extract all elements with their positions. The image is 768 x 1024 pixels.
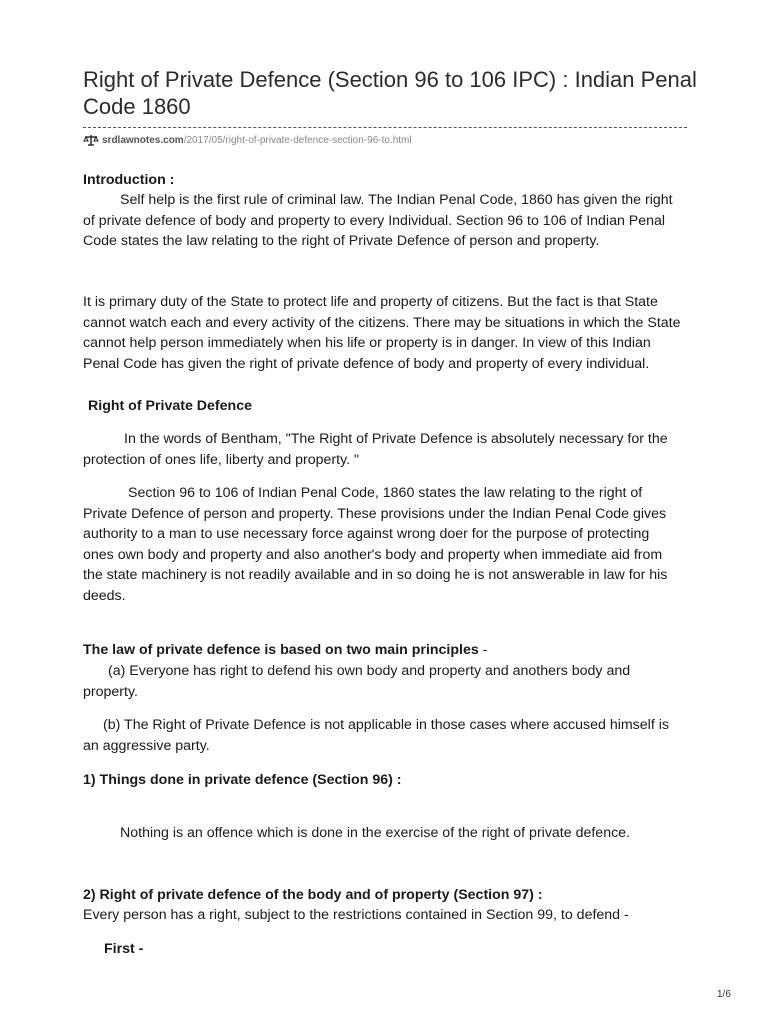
principle-b: (b) The Right of Private Defence is not applicable in those cases where accused himself is an aggressive party. — [83, 717, 669, 754]
source-url[interactable] — [83, 134, 412, 146]
intro-paragraph-2: It is primary duty of the State to protect life and property of citizens. But the fact is that State cannot watch each and every activity of the citizens. There may be situations in which the State cannot help person immediately when his life or property is in danger. In view of this Indian Penal Code has given the right of private defence of body and property of every individual. — [83, 294, 681, 372]
page-number: 1/6 — [717, 989, 731, 1000]
principles-heading: The law of private defence is based on two main principles — [83, 642, 479, 658]
intro-paragraph-1: Self help is the first rule of criminal law. The Indian Penal Code, 1860 has given the right of private defence of body and property to every Individual. Section 96 to 106 of Indian Penal Code states the law relating to the right of Private Defence of person and property. — [83, 192, 673, 250]
source-path: /2017/05/right-of-private-defence-section-96-to.html — [183, 134, 412, 146]
rpd-heading: Right of Private Defence — [88, 398, 252, 414]
sections-paragraph: Section 96 to 106 of Indian Penal Code, 1860 states the law relating to the right of Private Defence of person and property. These provisions under the Indian Penal Code gives authority to a man to use necessary force against wrong doer for the purpose of protecting ones own body and property and also another's body and property when immediate aid from the state machinery is not readily available and in so doing he is not answerable in law for his deeds. — [83, 485, 668, 604]
scales-logo-icon — [83, 134, 99, 146]
section-97-heading: 2) Right of private defence of the body and of property (Section 97) : — [83, 887, 543, 903]
section-96-text: Nothing is an offence which is done in the exercise of the right of private defence. — [120, 825, 631, 841]
principle-a: (a) Everyone has right to defend his own body and property and anothers body and property. — [83, 663, 631, 700]
principles-dash: - — [478, 642, 488, 658]
section-97-text: Every person has a right, subject to the restrictions contained in Section 99, to defend - — [83, 907, 629, 923]
source-domain: srdlawnotes.com — [102, 134, 184, 146]
bentham-quote: In the words of Bentham, "The Right of Private Defence is absolutely necessary for the protection of ones life, liberty and property. " — [83, 431, 668, 468]
page-title: Right of Private Defence (Section 96 to 106 IPC) : Indian Penal Code 1860 — [83, 67, 697, 119]
title-divider — [83, 127, 687, 128]
first-label: First - — [104, 941, 144, 957]
intro-heading: Introduction : — [83, 172, 175, 188]
section-96-heading: 1) Things done in private defence (Section 96) : — [83, 772, 402, 788]
principles-heading-line — [83, 640, 683, 661]
